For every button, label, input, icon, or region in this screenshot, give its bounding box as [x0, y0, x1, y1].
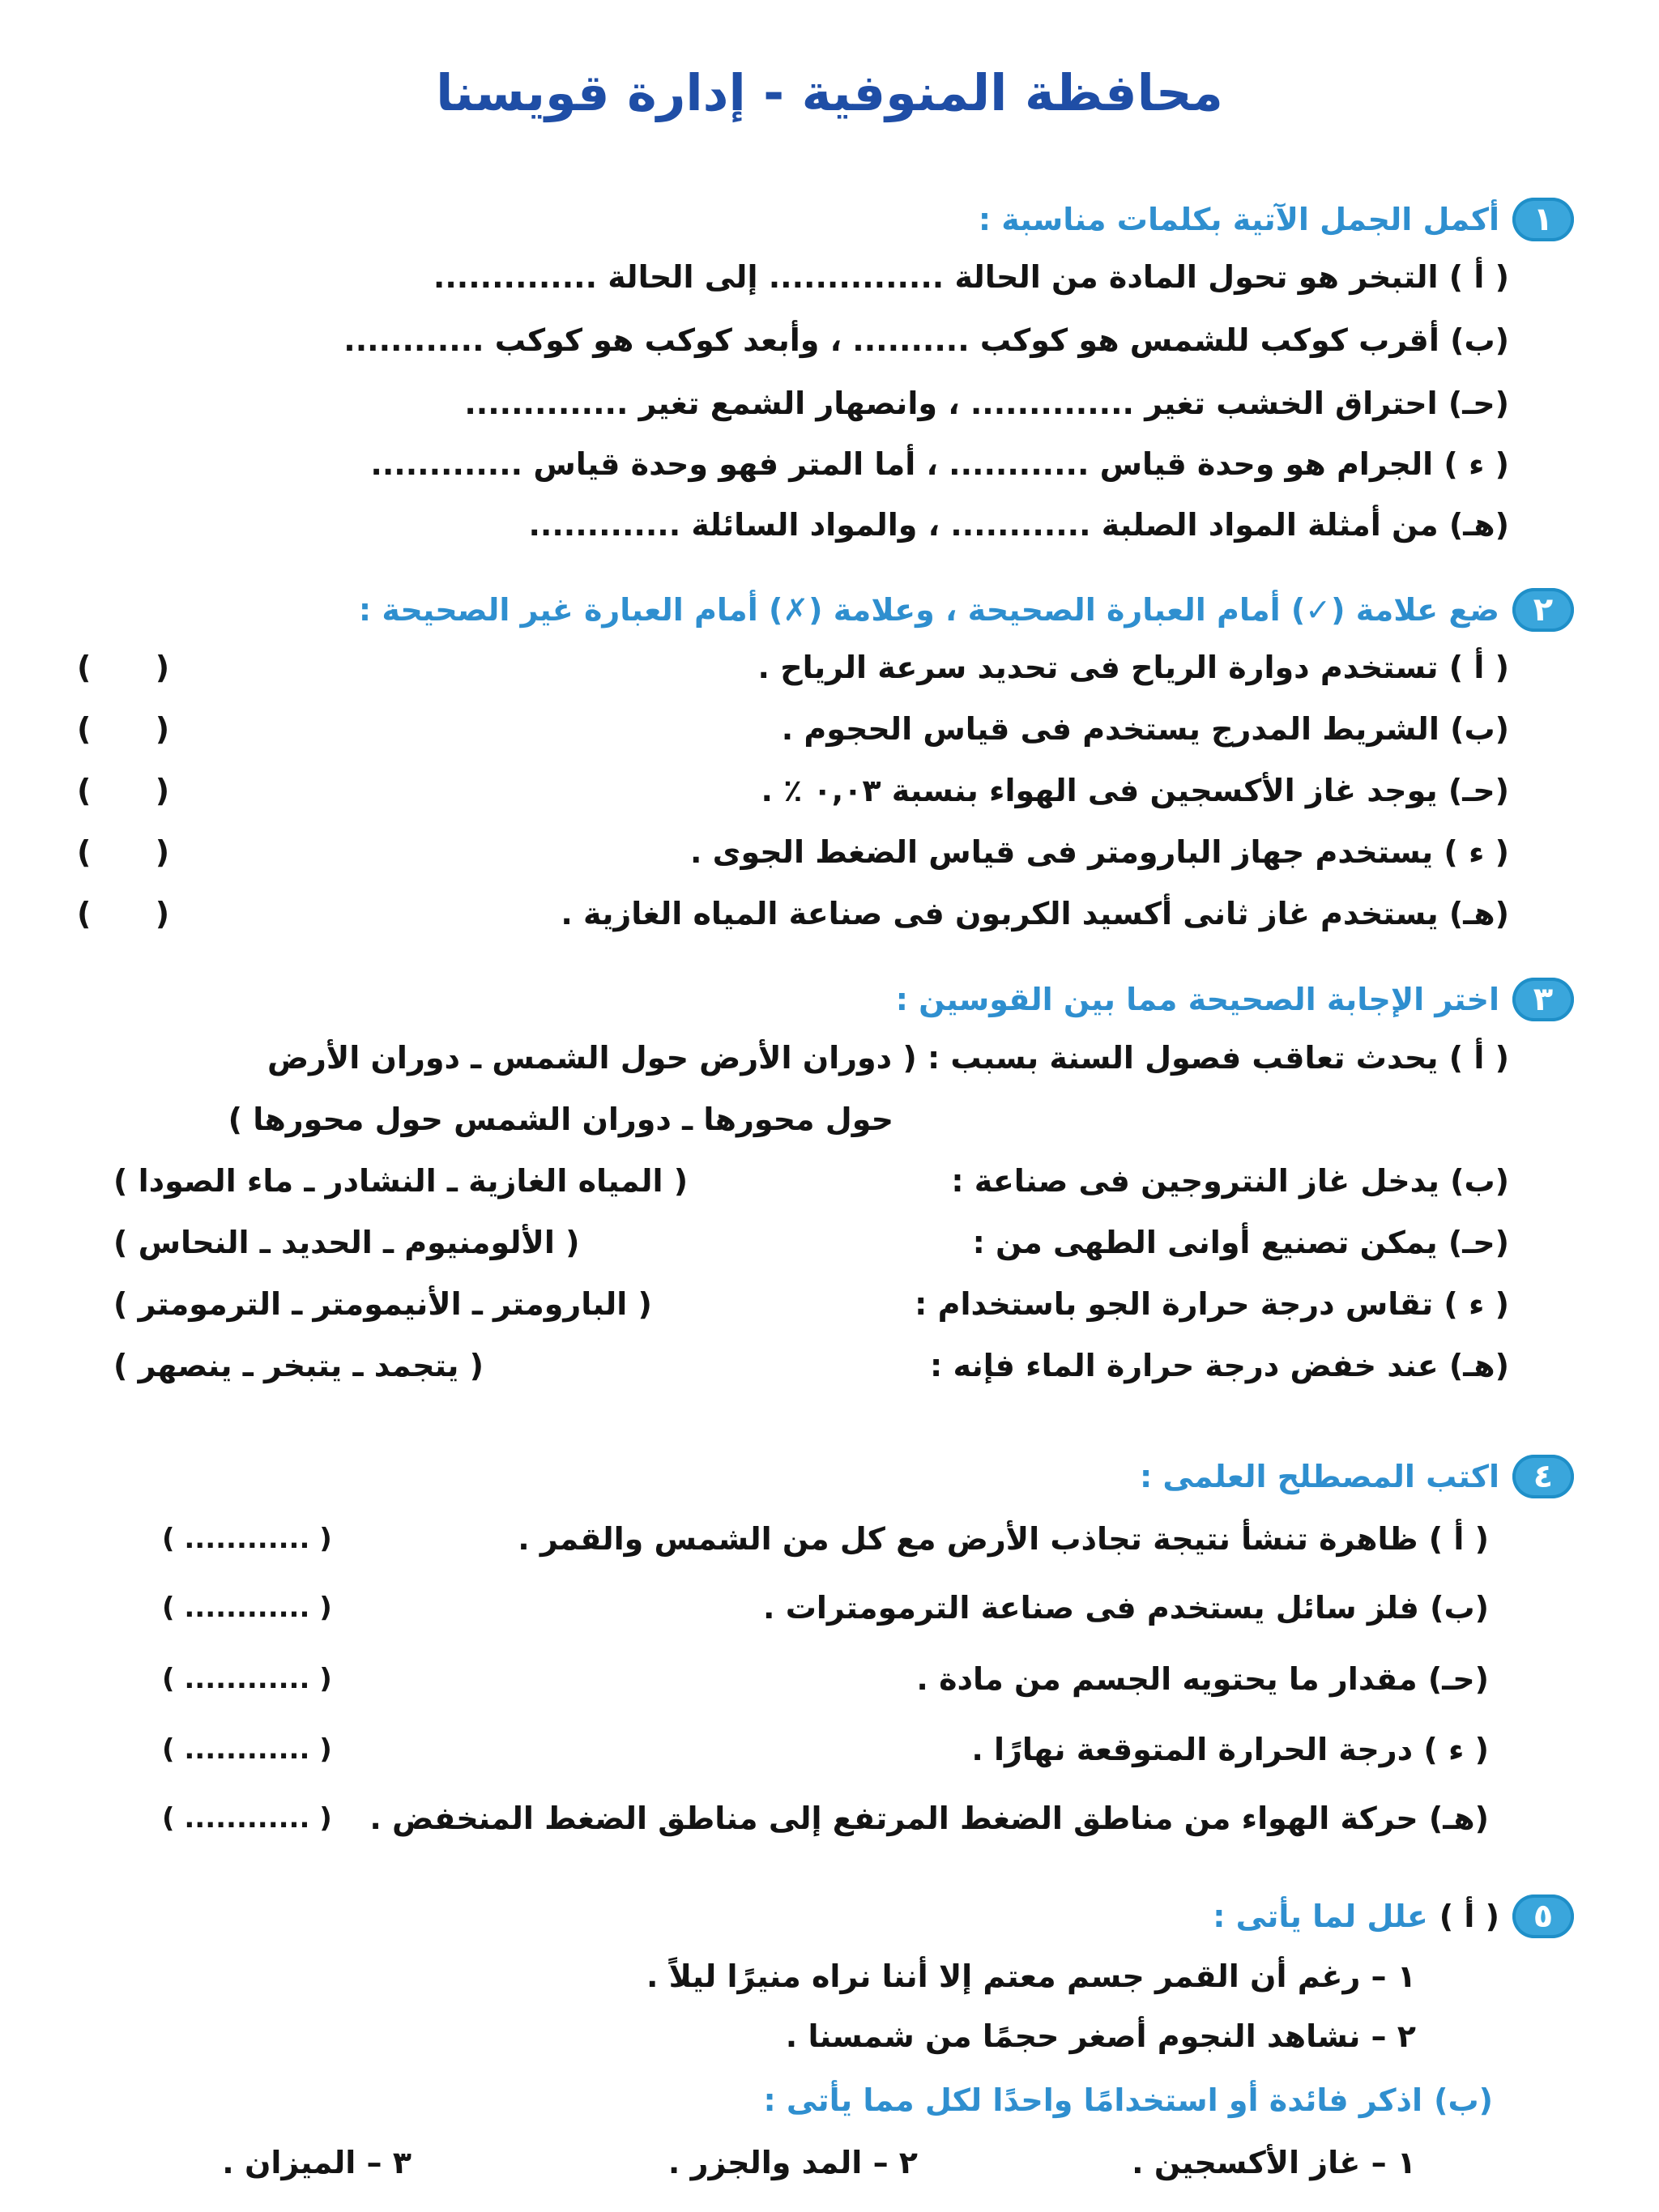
tool-item: ٣ – الميزان . — [222, 2145, 412, 2180]
answer-box[interactable]: ( ) — [77, 896, 170, 931]
section-number-badge: ٥ — [1512, 1894, 1574, 1938]
statement-text: ( ء ) يستخدم جهاز البارومتر فى قياس الضغط الجوى . — [689, 834, 1509, 870]
mcq-question: (حـ) يمكن تصنيع أوانى الطهى من : — [972, 1225, 1509, 1260]
term-item — [162, 1515, 1489, 1563]
statement-text: (حـ) يوجد غاز الأكسجين فى الهواء بنسبة ٠,٠٣ ٪ . — [761, 773, 1509, 808]
reason-item: ١ – رغم أن القمر جسم معتم إلا أننا نراه منيرًا ليلاً . — [646, 1958, 1416, 1994]
term-item — [162, 1583, 1489, 1632]
fill-blank-item: (هـ) من أمثلة المواد الصلبة ............ ، والمواد السائلة ............. — [528, 507, 1509, 543]
fill-blank-item: (ب) أقرب كوكب للشمس هو كوكب .......... ، وأبعد كوكب هو كوكب ............ — [343, 322, 1509, 358]
section-title: أكمل الجمل الآتية بكلمات مناسبة : — [978, 202, 1499, 237]
statement-text: (ب) الشريط المدرج يستخدم فى قياس الحجوم . — [781, 711, 1509, 747]
mcq-item — [113, 1218, 1509, 1267]
answer-box[interactable]: ( ) — [77, 834, 170, 870]
answer-box[interactable]: ( ) — [77, 650, 170, 685]
section-number-badge: ٤ — [1512, 1455, 1574, 1498]
mcq-choices: ( يتجمد ـ يتبخر ـ ينصهر ) — [113, 1348, 484, 1383]
section-1-header — [979, 194, 1574, 245]
true-false-item — [0, 889, 1509, 938]
term-item — [162, 1655, 1489, 1703]
term-definition: (حـ) مقدار ما يحتويه الجسم من مادة . — [916, 1661, 1489, 1697]
sub-part-label: (ب) — [1434, 2082, 1493, 2118]
term-answer-blank[interactable]: ( ............ ) — [162, 1733, 332, 1766]
true-false-item — [0, 705, 1509, 753]
section-2-header — [359, 585, 1574, 635]
fill-blank-item: (حـ) احتراق الخشب تغير .............. ، وانصهار الشمع تغير .............. — [464, 386, 1509, 421]
true-false-item — [0, 643, 1509, 692]
section-3-header — [896, 974, 1574, 1025]
term-answer-blank[interactable]: ( ............ ) — [162, 1663, 332, 1695]
section-5-header — [1213, 1891, 1574, 1941]
section-title: اذكر فائدة أو استخدامًا واحدًا لكل مما يأتى : — [763, 2082, 1423, 2118]
tool-item: ١ – غاز الأكسجين . — [1132, 2145, 1416, 2180]
section-title: اختر الإجابة الصحيحة مما بين القوسين : — [895, 982, 1499, 1017]
term-definition: (ب) فلز سائل يستخدم فى صناعة الترمومترات . — [763, 1590, 1489, 1626]
statement-text: ( أ ) تستخدم دوارة الرياح فى تحديد سرعة الرياح . — [757, 650, 1509, 685]
term-answer-blank[interactable]: ( ............ ) — [162, 1523, 332, 1555]
term-item — [162, 1725, 1489, 1774]
term-definition: (هـ) حركة الهواء من مناطق الضغط المرتفع إلى مناطق الضغط المنخفض . — [369, 1801, 1489, 1836]
mcq-item — [113, 1341, 1509, 1390]
term-item — [162, 1794, 1489, 1843]
fill-blank-item: ( أ ) التبخر هو تحول المادة من الحالة ............... إلى الحالة .............. — [433, 259, 1509, 295]
mcq-item — [113, 1157, 1509, 1205]
true-false-item — [0, 766, 1509, 815]
mcq-question: ( ء ) تقاس درجة حرارة الجو باستخدام : — [915, 1286, 1509, 1322]
mcq-choices: ( الألومنيوم ـ الحديد ـ النحاس ) — [113, 1225, 580, 1260]
statement-text: (هـ) يستخدم غاز ثانى أكسيد الكربون فى صناعة المياه الغازية . — [561, 896, 1509, 931]
term-definition: ( أ ) ظاهرة تنشأ نتيجة تجاذب الأرض مع كل من الشمس والقمر . — [518, 1521, 1489, 1557]
term-answer-blank[interactable]: ( ............ ) — [162, 1802, 332, 1835]
answer-box[interactable]: ( ) — [77, 711, 170, 747]
term-definition: ( ء ) درجة الحرارة المتوقعة نهارًا . — [971, 1732, 1489, 1767]
section-4-header — [1140, 1451, 1574, 1502]
section-number-badge: ١ — [1512, 198, 1574, 241]
answer-box[interactable]: ( ) — [77, 773, 170, 808]
sub-part-label: ( أ ) — [1439, 1899, 1499, 1934]
section-number-badge: ٢ — [1512, 588, 1574, 632]
tool-item: ٢ – المد والجزر . — [667, 2145, 918, 2180]
mcq-item — [113, 1280, 1509, 1328]
mcq-item-a: ( أ ) يحدث تعاقب فصول السنة بسبب : ( دوران الأرض حول الشمس ـ دوران الأرض — [267, 1040, 1509, 1076]
term-answer-blank[interactable]: ( ............ ) — [162, 1592, 332, 1624]
section-title: علل لما يأتى : — [1213, 1899, 1428, 1934]
mcq-item-a-continued: حول محورها ـ دوران الشمس حول محورها ) — [228, 1102, 893, 1137]
mcq-question: (هـ) عند خفض درجة حرارة الماء فإنه : — [930, 1348, 1509, 1383]
section-number-badge: ٣ — [1512, 978, 1574, 1021]
section-title: ضع علامة (✓) أمام العبارة الصحيحة ، وعلامة (✗) أمام العبارة غير الصحيحة : — [358, 592, 1499, 628]
page-title: محافظة المنوفية - إدارة قويسنا — [436, 63, 1223, 122]
section-title: اكتب المصطلح العلمى : — [1139, 1459, 1499, 1494]
reason-item: ٢ – نشاهد النجوم أصغر حجمًا من شمسنا . — [785, 2018, 1416, 2054]
mcq-choices: ( البارومتر ـ الأنيمومتر ـ الترمومتر ) — [113, 1286, 652, 1322]
mcq-question: (ب) يدخل غاز النتروجين فى صناعة : — [951, 1163, 1509, 1199]
section-5b-header — [763, 2075, 1493, 2125]
mcq-choices: ( المياه الغازية ـ النشادر ـ ماء الصودا ) — [113, 1163, 689, 1199]
fill-blank-item: ( ء ) الجرام هو وحدة قياس ............ ، أما المتر فهو وحدة قياس ............. — [370, 446, 1509, 482]
true-false-item — [0, 828, 1509, 876]
